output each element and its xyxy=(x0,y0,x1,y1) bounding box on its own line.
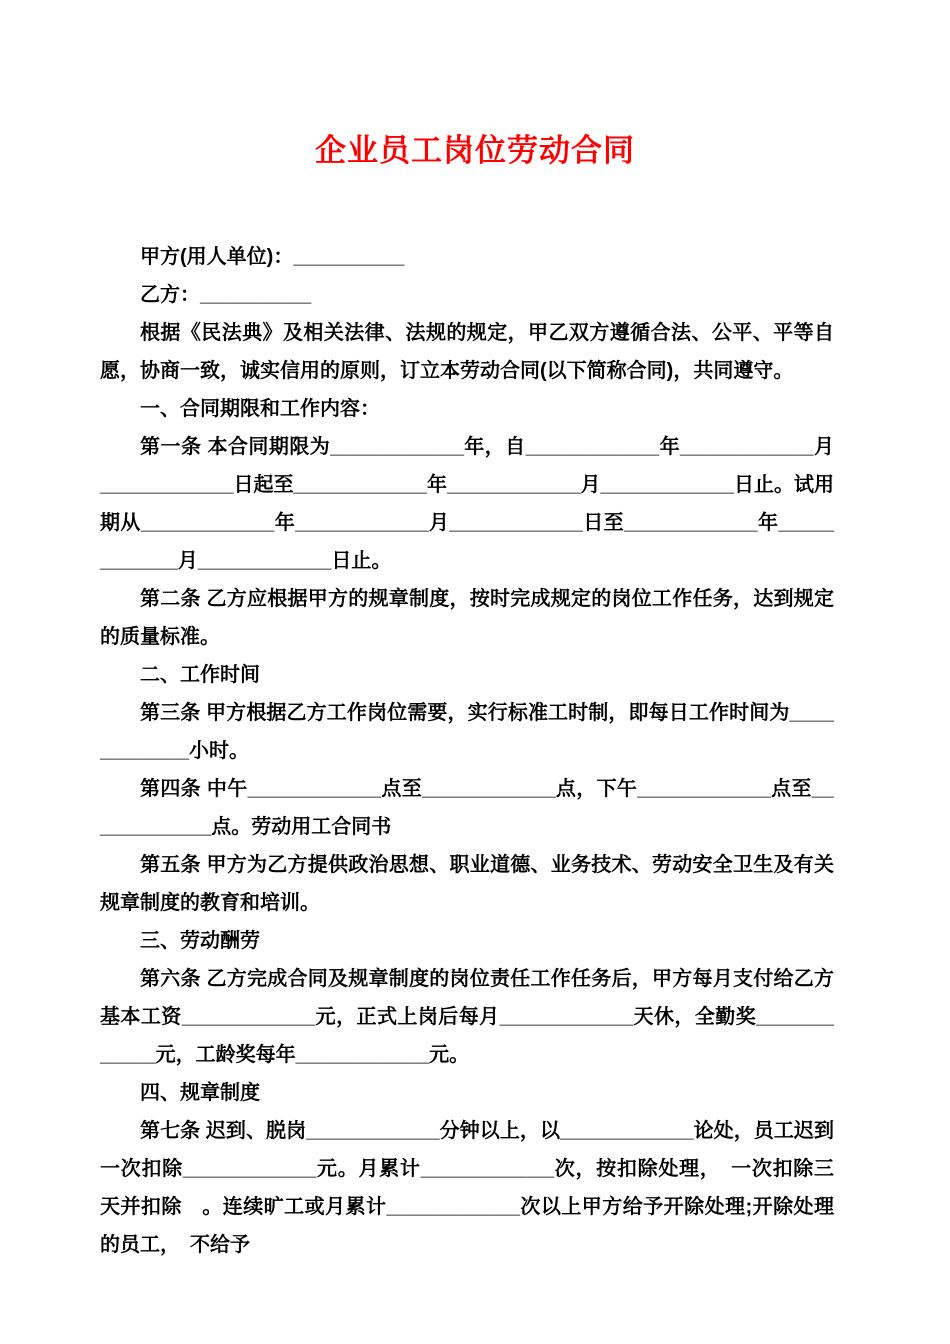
paragraph: 第四条 中午____________点至____________点，下午____________点至____________点。劳动用工合同书 xyxy=(100,778,834,838)
section-heading: 二、工作时间 xyxy=(140,664,260,686)
paragraph: 第三条 甲方根据乙方工作岗位需要，实行标准工时制，即每日工作时间为____________小时。 xyxy=(100,702,834,762)
document-title: 企业员工岗位劳动合同 xyxy=(315,133,635,168)
paragraph: 第七条 迟到、脱岗____________分钟以上，以____________论处，员工迟到一次扣除____________元。月累计____________次，按扣除处理， 一次扣除三天并扣除 。连续旷工或月累计____________次以上甲方给予开除处理;开除处理的员工， 不给予 xyxy=(100,1120,834,1256)
section-heading: 一、合同期限和工作内容： xyxy=(140,398,380,420)
document-body xyxy=(0,238,950,1264)
paragraph: 第二条 乙方应根据甲方的规章制度，按时完成规定的岗位工作任务，达到规定的质量标准。 xyxy=(100,588,834,648)
paragraph: 根据《民法典》及相关法律、法规的规定，甲乙双方遵循合法、公平、平等自愿，协商一致，诚实信用的原则，订立本劳动合同(以下简称合同)，共同遵守。 xyxy=(100,322,834,382)
paragraph: 甲方(用人单位)：__________ xyxy=(140,246,405,268)
section-heading: 四、规章制度 xyxy=(140,1082,260,1104)
paragraph: 第五条 甲方为乙方提供政治思想、职业道德、业务技术、劳动安全卫生及有关规章制度的教育和培训。 xyxy=(100,854,834,914)
paragraph: 第六条 乙方完成合同及规章制度的岗位责任工作任务后，甲方每月支付给乙方基本工资____________元，正式上岗后每月____________天休，全勤奖____________元，工龄奖每年____________元。 xyxy=(100,968,834,1066)
section-heading: 三、劳动酬劳 xyxy=(140,930,260,952)
paragraph: 乙方：__________ xyxy=(140,284,312,306)
paragraph: 第一条 本合同期限为____________年，自____________年____________月____________日起至____________年____________月____________日止。试用期从____________年____________月____________日至____________年____________月____________日止。 xyxy=(100,436,834,572)
